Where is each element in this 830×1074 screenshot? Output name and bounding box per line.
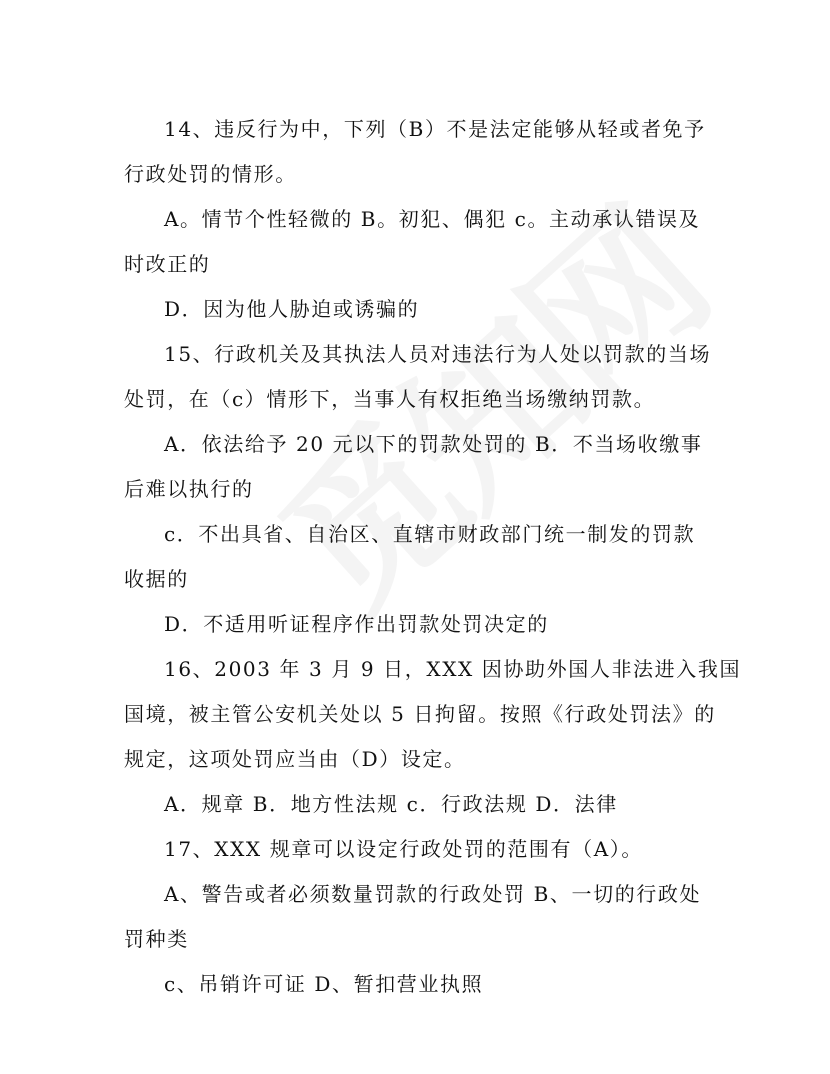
question-15-option-c-line-1: c．不出具省、自治区、直辖市财政部门统一制发的罚款	[164, 522, 696, 546]
question-15-option-d: D．不适用听证程序作出罚款处罚决定的	[164, 612, 549, 636]
question-16-line-3: 规定，这项处罚应当由（D）设定。	[124, 747, 466, 771]
question-17-line-1: 17、XXX 规章可以设定行政处罚的范围有（A）。	[164, 837, 643, 861]
question-15-options-line-2: 后难以执行的	[124, 477, 254, 501]
question-16-line-2: 国境，被主管公安机关处以 5 日拘留。按照《行政处罚法》的	[124, 702, 716, 726]
question-15-line-1: 15、行政机关及其执法人员对违法行为人处以罚款的当场	[164, 342, 712, 366]
question-15-option-c-line-2: 收据的	[124, 567, 189, 591]
question-15-options-line-1: A．依法给予 20 元以下的罚款处罚的 B．不当场收缴事	[164, 432, 703, 456]
question-17-options-line-1: A、警告或者必须数量罚款的行政处罚 B、一切的行政处	[164, 882, 702, 906]
question-17-options-line-2: 罚种类	[124, 927, 189, 951]
question-14-options-line-1: A。情节个性轻微的 B。初犯、偶犯 c。主动承认错误及	[164, 207, 701, 231]
question-16-line-1: 16、2003 年 3 月 9 日，XXX 因协助外国人非法进入我国	[164, 657, 742, 681]
question-14-option-d: D．因为他人胁迫或诱骗的	[164, 297, 420, 321]
question-17-options-line-3: c、吊销许可证 D、暂扣营业执照	[164, 972, 484, 996]
question-15-line-2: 处罚，在（c）情形下，当事人有权拒绝当场缴纳罚款。	[124, 387, 656, 411]
watermark-logo	[256, 189, 731, 641]
question-14-options-line-2: 时改正的	[124, 252, 211, 276]
question-14-line-1: 14、违反行为中，下列（B）不是法定能够从轻或者免予	[164, 117, 706, 141]
question-16-options: A．规章 B．地方性法规 c．行政法规 D．法律	[164, 792, 618, 816]
question-14-line-2: 行政处罚的情形。	[124, 162, 297, 186]
